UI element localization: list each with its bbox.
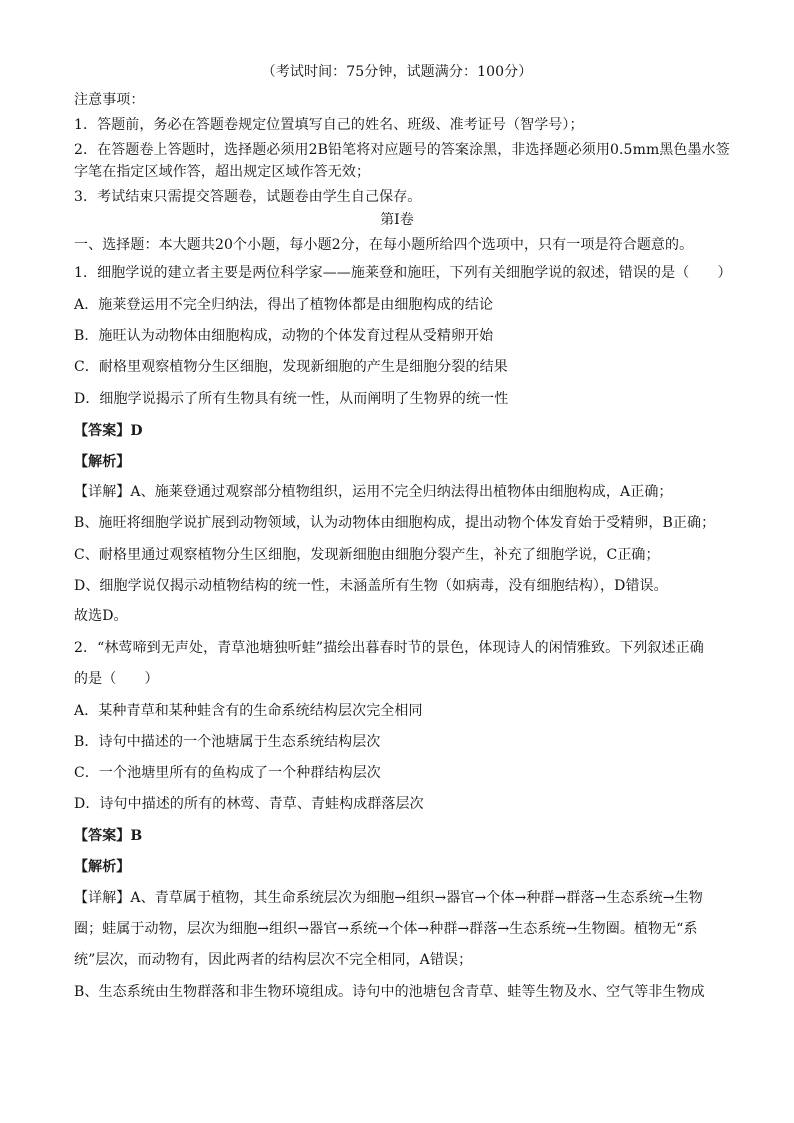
q2-stem-line-1: 2．“林莺啼到无声处，青草池塘独听蛙”描绘出暮春时节的景色，体现诗人的闲情雅致。下列叙述正确 <box>74 640 704 656</box>
q2-detail-line-3: 统”层次，而动物有，因此两者的结构层次不完全相同，A错误； <box>74 952 473 968</box>
q2-analysis-label: 【解析】 <box>74 859 131 875</box>
q1-option-b: B．施旺认为动物体由细胞构成，动物的个体发育过程从受精卵开始 <box>74 328 494 344</box>
volume-title: 第Ⅰ卷 <box>380 212 414 228</box>
notice-title: 注意事项： <box>74 92 145 108</box>
q1-stem: 1．细胞学说的建立者主要是两位科学家——施莱登和施旺，下列有关细胞学说的叙述，错误的是（ ） <box>74 265 732 281</box>
q2-answer: 【答案】B <box>74 828 143 844</box>
exam-info: （考试时间：75分钟，试题满分：100分） <box>261 64 533 80</box>
q1-detail-b: B、施旺将细胞学说扩展到动物领域，认为动物体由细胞构成，提出动物个体发育始于受精卵，B正确； <box>74 515 716 531</box>
q1-option-d: D．细胞学说揭示了所有生物具有统一性，从而阐明了生物界的统一性 <box>74 391 509 407</box>
section-instructions: 一、选择题：本大题共20个小题，每小题2分，在每小题所给四个选项中，只有一项是符合题意的。 <box>74 237 694 253</box>
q1-analysis-label: 【解析】 <box>74 454 131 470</box>
q2-option-b: B．诗句中描述的一个池塘属于生态系统结构层次 <box>74 734 381 750</box>
q2-option-d: D．诗句中描述的所有的林莺、青草、青蛙构成群落层次 <box>74 796 424 812</box>
q1-detail-c: C、耐格里通过观察植物分生区细胞，发现新细胞由细胞分裂产生，补充了细胞学说，C正确； <box>74 547 660 563</box>
q2-option-c: C．一个池塘里所有的鱼构成了一个种群结构层次 <box>74 765 381 781</box>
q2-detail-line-1: 【详解】A、青草属于植物，其生命系统层次为细胞→组织→器官→个体→种群→群落→生态系统→生物 <box>74 890 703 906</box>
q2-stem-line-2: 的是（ ） <box>74 671 159 687</box>
q1-answer: 【答案】D <box>74 423 143 439</box>
q1-conclusion: 故选D。 <box>74 608 128 624</box>
q2-option-a: A．某种青草和某种蛙含有的生命系统结构层次完全相同 <box>74 703 423 719</box>
q1-option-c: C．耐格里观察植物分生区细胞，发现新细胞的产生是细胞分裂的结果 <box>74 359 508 375</box>
q2-detail-line-4: B、生态系统由生物群落和非生物环境组成。诗句中的池塘包含青草、蛙等生物及水、空气等非生物成 <box>74 984 705 1000</box>
notice-item-2-line-2: 字笔在指定区域作答，超出规定区域作答无效； <box>74 164 371 180</box>
notice-item-3: 3．考试结束只需提交答题卷，试题卷由学生自己保存。 <box>74 189 422 205</box>
notice-item-1: 1．答题前，务必在答题卷规定位置填写自己的姓名、班级、准考证号（智学号）； <box>74 117 584 133</box>
q1-detail-a: 【详解】A、施莱登通过观察部分植物组织，运用不完全归纳法得出植物体由细胞构成，A正确； <box>74 484 673 500</box>
q2-detail-line-2: 圈；蛙属于动物，层次为细胞→组织→器官→系统→个体→种群→群落→生态系统→生物圈。植物无“系 <box>74 921 698 937</box>
q1-detail-d: D、细胞学说仅揭示动植物结构的统一性，未涵盖所有生物（如病毒，没有细胞结构），D错误。 <box>74 578 668 594</box>
notice-item-2-line-1: 2．在答题卷上答题时，选择题必须用2B铅笔将对应题号的答案涂黑，非选择题必须用0.5mm黑色墨水签 <box>74 142 730 158</box>
q1-option-a: A．施莱登运用不完全归纳法，得出了植物体都是由细胞构成的结论 <box>74 297 494 313</box>
